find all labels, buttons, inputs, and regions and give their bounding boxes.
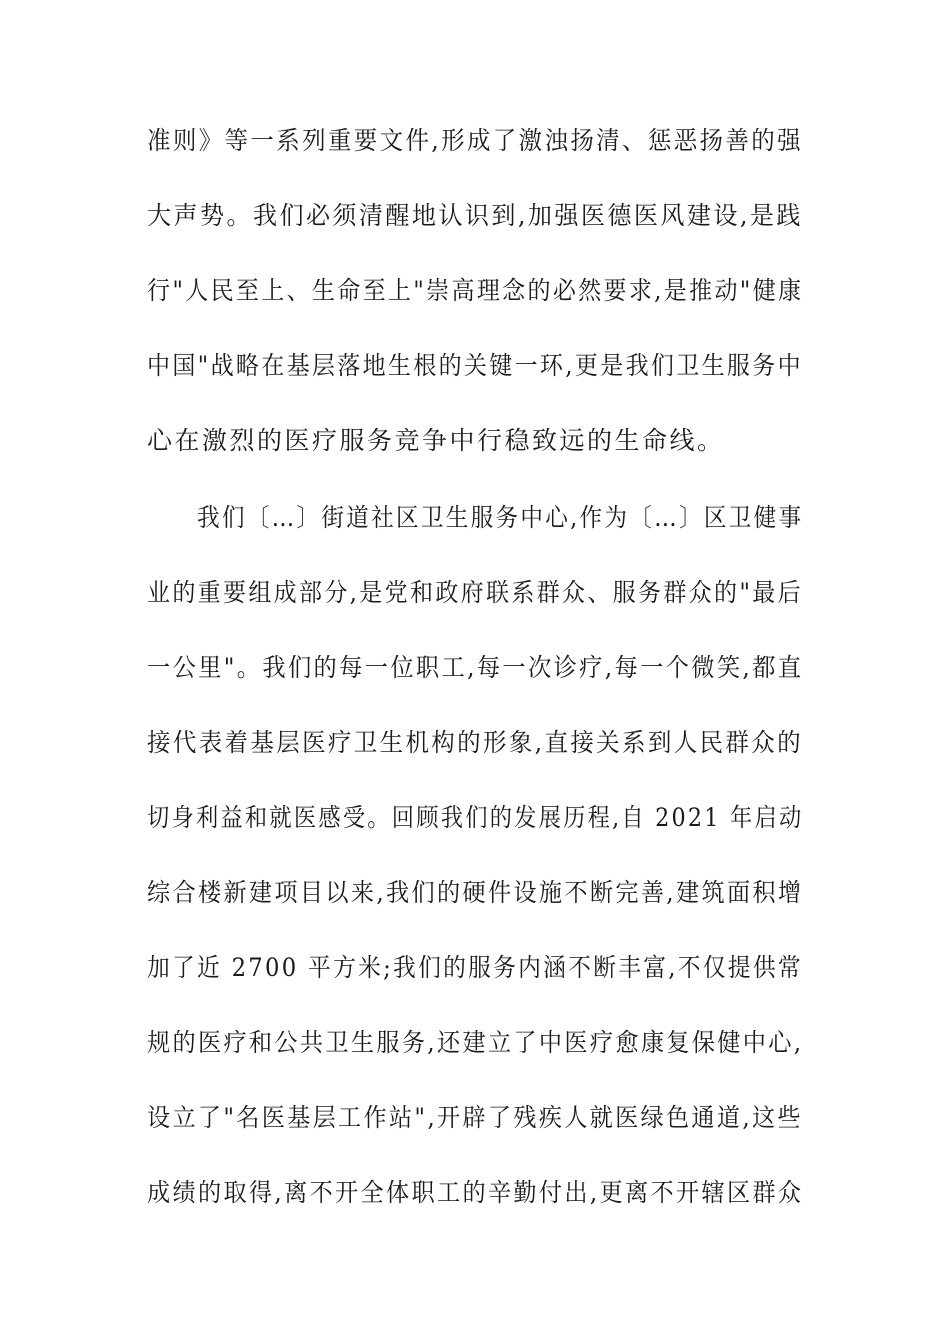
text-line-13: 规的医疗和公共卫生服务,还建立了中医疗愈康复保健中心, — [147, 1028, 804, 1057]
text-line-5: 心在激烈的医疗服务竞争中行稳致远的生命线。 — [147, 426, 725, 455]
text-line-11: 综合楼新建项目以来,我们的硬件设施不断完善,建筑面积增 — [147, 878, 804, 907]
text-line-3: 行"人民至上、生命至上"崇高理念的必然要求,是推动"健康 — [147, 276, 804, 305]
text-line-9: 接代表着基层医疗卫生机构的形象,直接关系到人民群众的 — [147, 728, 803, 757]
text-line-8: 一公里"。我们的每一位职工,每一次诊疗,每一个微笑,都直 — [147, 653, 804, 682]
text-line-15: 成绩的取得,离不开全体职工的辛勤付出,更离不开辖区群众 — [147, 1178, 804, 1207]
text-line-7: 业的重要组成部分,是党和政府联系群众、服务群众的"最后 — [147, 578, 803, 607]
text-line-14: 设立了"名医基层工作站",开辟了残疾人就医绿色通道,这些 — [147, 1103, 803, 1132]
text-line-4: 中国"战略在基层落地生根的关键一环,更是我们卫生服务中 — [147, 351, 803, 380]
paragraph-2-line-1: 我们〔…〕街道社区卫生服务中心,作为〔…〕区卫健事 — [197, 503, 804, 532]
text-line-2: 大声势。我们必须清醒地认识到,加强医德医风建设,是践 — [147, 201, 803, 230]
text-line-10: 切身利益和就医感受。回顾我们的发展历程,自 2021 年启动 — [147, 803, 804, 832]
text-line-1: 准则》等一系列重要文件,形成了激浊扬清、惩恶扬善的强 — [147, 126, 803, 155]
text-line-12: 加了近 2700 平方米;我们的服务内涵不断丰富,不仅提供常 — [147, 953, 803, 982]
